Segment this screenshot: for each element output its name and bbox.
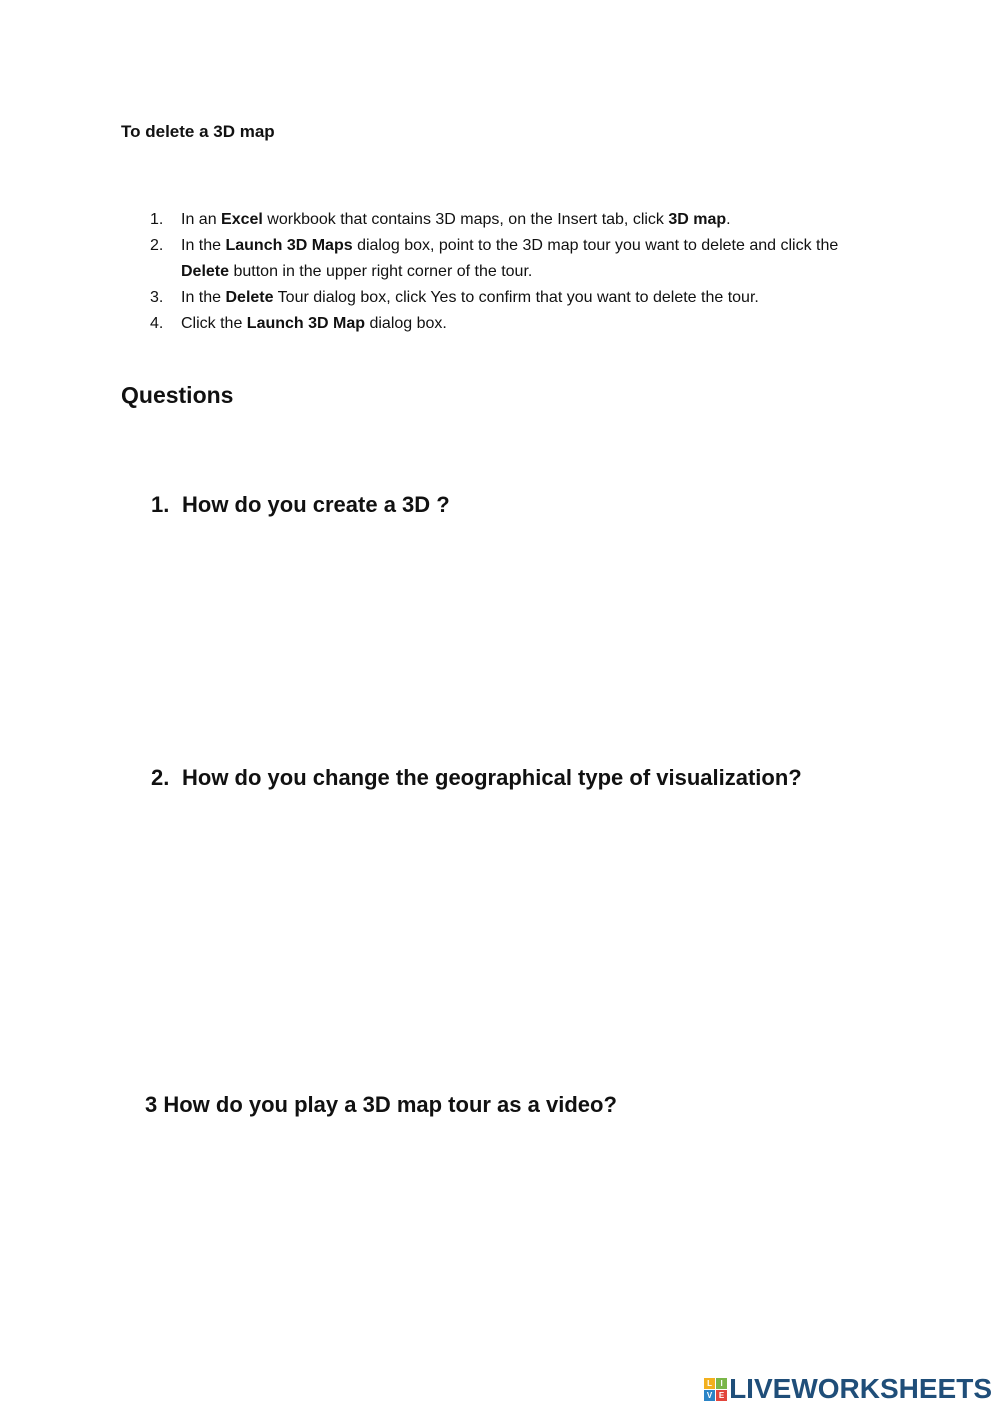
question-text: 3 How do you play a 3D map tour as a video? — [145, 1092, 617, 1117]
step-text: Click the Launch 3D Map dialog box. — [181, 315, 447, 332]
step-number: 1. — [150, 211, 164, 228]
step-number: 2. — [150, 237, 164, 254]
steps-list — [150, 207, 870, 337]
step-text: In an Excel workbook that contains 3D maps, on the Insert tab, click 3D map. — [181, 211, 731, 228]
logo-mark-icon: L I V E — [704, 1378, 727, 1401]
logo-text: LIVEWORKSHEETS — [729, 1373, 992, 1404]
step-text: In the Launch 3D Maps dialog box, point to the 3D map tour you want to delete and click the Delete button in the upper right corner of the tour. — [181, 237, 839, 280]
list-item — [150, 285, 870, 311]
question-1 — [151, 492, 450, 518]
step-number: 3. — [150, 289, 164, 306]
list-item — [150, 233, 870, 285]
question-number: 2. — [151, 765, 170, 790]
section-title: To delete a 3D map — [121, 122, 275, 141]
question-2 — [151, 765, 802, 791]
question-3 — [145, 1092, 617, 1118]
question-number: 1. — [151, 492, 170, 517]
liveworksheets-logo — [704, 1373, 992, 1405]
list-item — [150, 207, 870, 233]
question-text: How do you change the geographical type of visualization? — [182, 765, 802, 790]
question-text: How do you create a 3D ? — [182, 492, 450, 517]
step-text: In the Delete Tour dialog box, click Yes to confirm that you want to delete the tour. — [181, 289, 759, 306]
questions-heading: Questions — [121, 382, 234, 408]
step-number: 4. — [150, 315, 164, 332]
list-item — [150, 311, 870, 337]
